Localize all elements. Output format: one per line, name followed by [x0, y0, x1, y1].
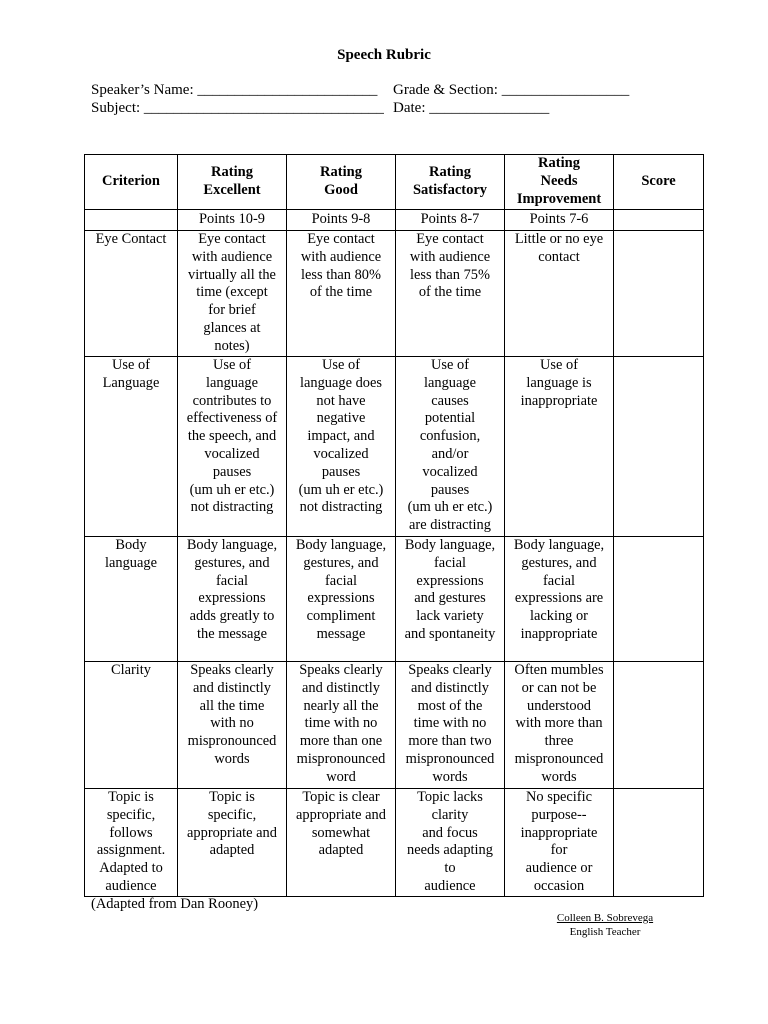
needs-improvement-cell: No specific purpose-- inappropriate for audience or occasion [505, 789, 614, 897]
table-row [85, 537, 704, 662]
points-good: Points 9-8 [287, 210, 396, 231]
header-excellent: Rating Excellent [178, 155, 287, 210]
adapted-from-note: (Adapted from Dan Rooney) [91, 896, 259, 912]
satisfactory-cell: Topic lacks clarity and focus needs adapting to audience [396, 789, 505, 897]
rubric-table [84, 154, 704, 897]
table-row [85, 662, 704, 789]
points-needs-improvement: Points 7-6 [505, 210, 614, 231]
signature-name-text: Colleen B. Sobrevega [556, 912, 654, 924]
score-cell [614, 537, 704, 662]
good-cell: Topic is clear appropriate and somewhat adapted [287, 789, 396, 897]
excellent-cell: Use of language contributes to effectiveness of the speech, and vocalized pauses (um uh er etc.) not distracting [178, 357, 287, 537]
header-needs-improvement: Rating Needs Improvement [505, 155, 614, 210]
signature-title: English Teacher [569, 926, 641, 938]
header-satisfactory: Rating Satisfactory [396, 155, 505, 210]
needs-improvement-cell: Little or no eye contact [505, 231, 614, 357]
points-excellent: Points 10-9 [178, 210, 287, 231]
header-criterion: Criterion [85, 155, 178, 210]
good-cell: Eye contact with audience less than 80% of the time [287, 231, 396, 357]
criterion-cell: Eye Contact [85, 231, 178, 357]
table-row [85, 357, 704, 537]
needs-improvement-cell: Body language, gestures, and facial expressions are lacking or inappropriate [505, 537, 614, 662]
points-criterion [85, 210, 178, 231]
signature-name [520, 912, 690, 924]
table-row [85, 789, 704, 897]
speaker-name-field: Speaker’s Name: ________________________ [91, 82, 378, 98]
date-field: Date: ________________ [393, 100, 550, 116]
satisfactory-cell: Speaks clearly and distinctly most of the time with no more than two mispronounced words [396, 662, 505, 789]
grade-section-field: Grade & Section: _________________ [393, 82, 630, 98]
header-score: Score [614, 155, 704, 210]
good-cell: Speaks clearly and distinctly nearly all the time with no more than one mispronounced word [287, 662, 396, 789]
excellent-cell: Body language, gestures, and facial expressions adds greatly to the message [178, 537, 287, 662]
excellent-cell: Speaks clearly and distinctly all the time with no mispronounced words [178, 662, 287, 789]
criterion-cell: Topic is specific, follows assignment. Adapted to audience [85, 789, 178, 897]
table-row [85, 231, 704, 357]
header-row [85, 155, 704, 210]
criterion-cell: Body language [85, 537, 178, 662]
excellent-cell: Topic is specific, appropriate and adapted [178, 789, 287, 897]
score-cell [614, 231, 704, 357]
points-score [614, 210, 704, 231]
excellent-cell: Eye contact with audience virtually all the time (except for brief glances at notes) [178, 231, 287, 357]
needs-improvement-cell: Use of language is inappropriate [505, 357, 614, 537]
score-cell [614, 662, 704, 789]
good-cell: Body language, gestures, and facial expressions compliment message [287, 537, 396, 662]
score-cell [614, 357, 704, 537]
satisfactory-cell: Eye contact with audience less than 75% of the time [396, 231, 505, 357]
subject-field: Subject: ________________________________ [91, 100, 384, 116]
satisfactory-cell: Body language, facial expressions and gestures lack variety and spontaneity [396, 537, 505, 662]
points-satisfactory: Points 8-7 [396, 210, 505, 231]
document-title: Speech Rubric [337, 47, 431, 63]
score-cell [614, 789, 704, 897]
good-cell: Use of language does not have negative impact, and vocalized pauses (um uh er etc.) not distracting [287, 357, 396, 537]
criterion-cell: Use of Language [85, 357, 178, 537]
points-row [85, 210, 704, 231]
criterion-cell: Clarity [85, 662, 178, 789]
needs-improvement-cell: Often mumbles or can not be understood with more than three mispronounced words [505, 662, 614, 789]
header-good: Rating Good [287, 155, 396, 210]
satisfactory-cell: Use of language causes potential confusion, and/or vocalized pauses (um uh er etc.) are distracting [396, 357, 505, 537]
